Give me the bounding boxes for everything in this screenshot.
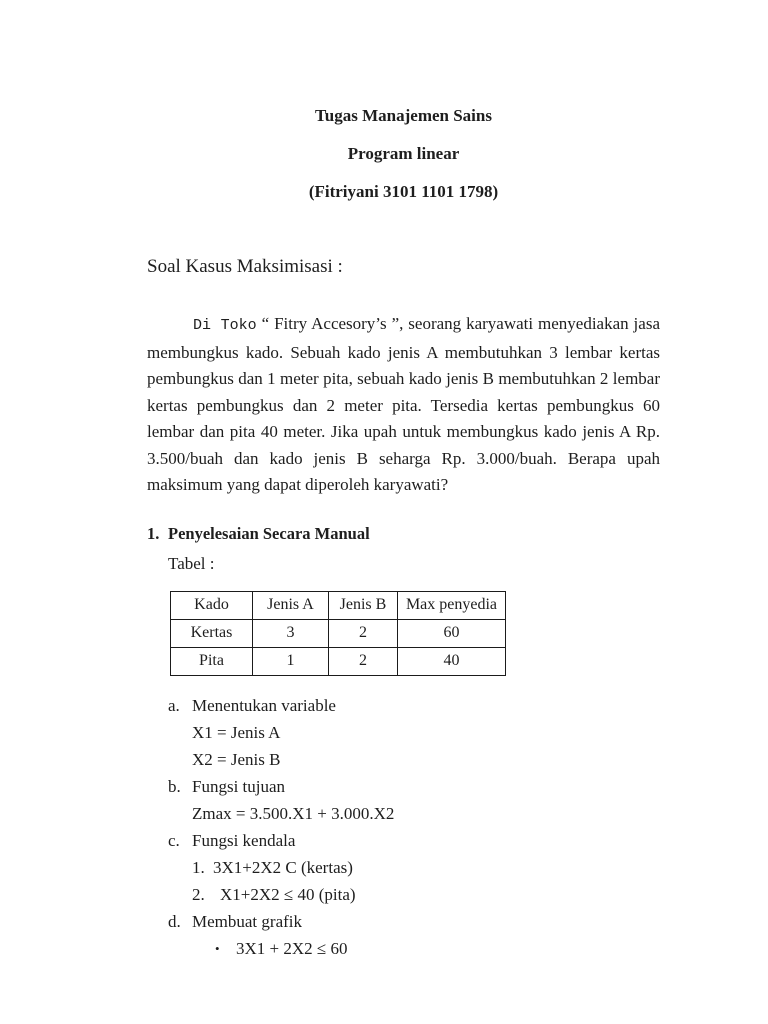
table-cell: Kertas xyxy=(171,619,253,647)
doc-title-line-1: Tugas Manajemen Sains xyxy=(315,106,492,125)
variable-definition: X1 = Jenis A xyxy=(192,722,281,742)
list-item-b xyxy=(147,773,660,800)
objective-function: Zmax = 3.500.X1 + 3.000.X2 xyxy=(192,803,395,823)
solution-steps-list xyxy=(147,692,660,962)
table-header-jenis-a: Jenis A xyxy=(253,591,329,619)
sublist-marker: 1. xyxy=(192,857,205,877)
list-marker: c. xyxy=(168,830,180,850)
section-number: 1. xyxy=(147,523,160,543)
table-row-kertas xyxy=(171,619,506,647)
numbered-subitem-2 xyxy=(147,881,660,908)
list-subline xyxy=(147,719,660,746)
bullet-subitem xyxy=(147,935,660,962)
list-marker: d. xyxy=(168,911,181,931)
table-header-row xyxy=(171,591,506,619)
list-item-c xyxy=(147,827,660,854)
list-marker: a. xyxy=(168,695,180,715)
table-row-pita xyxy=(171,647,506,675)
bullet-icon: • xyxy=(215,940,220,956)
table-header-jenis-b: Jenis B xyxy=(329,591,398,619)
list-marker: b. xyxy=(168,776,181,796)
table-cell: 1 xyxy=(253,647,329,675)
table-header-kado: Kado xyxy=(171,591,253,619)
list-item-label: Menentukan variable xyxy=(192,695,336,715)
list-item-d xyxy=(147,908,660,935)
section-title: Penyelesaian Secara Manual xyxy=(168,523,370,543)
list-item-label: Membuat grafik xyxy=(192,911,302,931)
paragraph-lead-text: Di Toko xyxy=(193,317,257,334)
constraint-text: X1+2X2 ≤ 40 (pita) xyxy=(220,884,356,904)
doc-title-line-2: Program linear xyxy=(347,144,460,163)
problem-heading: Soal Kasus Maksimisasi : xyxy=(147,256,343,277)
table-cell: 2 xyxy=(329,619,398,647)
table-header-max-penyedia: Max penyedia xyxy=(398,591,506,619)
table-cell: Pita xyxy=(171,647,253,675)
table-cell: 3 xyxy=(253,619,329,647)
table-cell: 60 xyxy=(398,619,506,647)
sublist-marker: 2. xyxy=(192,884,205,904)
table-cell: 40 xyxy=(398,647,506,675)
list-item-label: Fungsi kendala xyxy=(192,830,296,850)
numbered-subitem-1 xyxy=(147,854,660,881)
list-item-label: Fungsi tujuan xyxy=(192,776,286,796)
constraints-table xyxy=(170,591,506,676)
doc-title-line-3: (Fitriyani 3101 1101 1798) xyxy=(308,182,499,201)
section-heading-manual xyxy=(147,523,660,545)
variable-definition: X2 = Jenis B xyxy=(192,749,281,769)
list-item-a xyxy=(147,692,660,719)
table-cell: 2 xyxy=(329,647,398,675)
paragraph-body-text: “ Fitry Accesory’s ”, seorang karyawati menyediakan jasa membungkus kado. Sebuah kado jenis A membutuhkan 3 lembar kertas pembungkus dan 1 meter pita, sebuah kado jenis B membutuhkan 2 lembar kertas pembungkus dan 2 meter pita. Tersedia kertas pembungkus 60 lembar dan pita 40 meter. Jika upah untuk membungkus kado jenis A Rp. 3.500/buah dan kado jenis B seharga Rp. 3.000/buah. Berapa upah maksimum yang dapat diperoleh karyawati? xyxy=(147,314,660,494)
problem-paragraph xyxy=(147,311,660,499)
list-subline xyxy=(147,800,660,827)
constraint-text: 3X1 + 2X2 ≤ 60 xyxy=(236,938,348,958)
constraint-text: 3X1+2X2 C (kertas) xyxy=(213,857,353,877)
table-label: Tabel : xyxy=(168,553,215,573)
list-subline xyxy=(147,746,660,773)
